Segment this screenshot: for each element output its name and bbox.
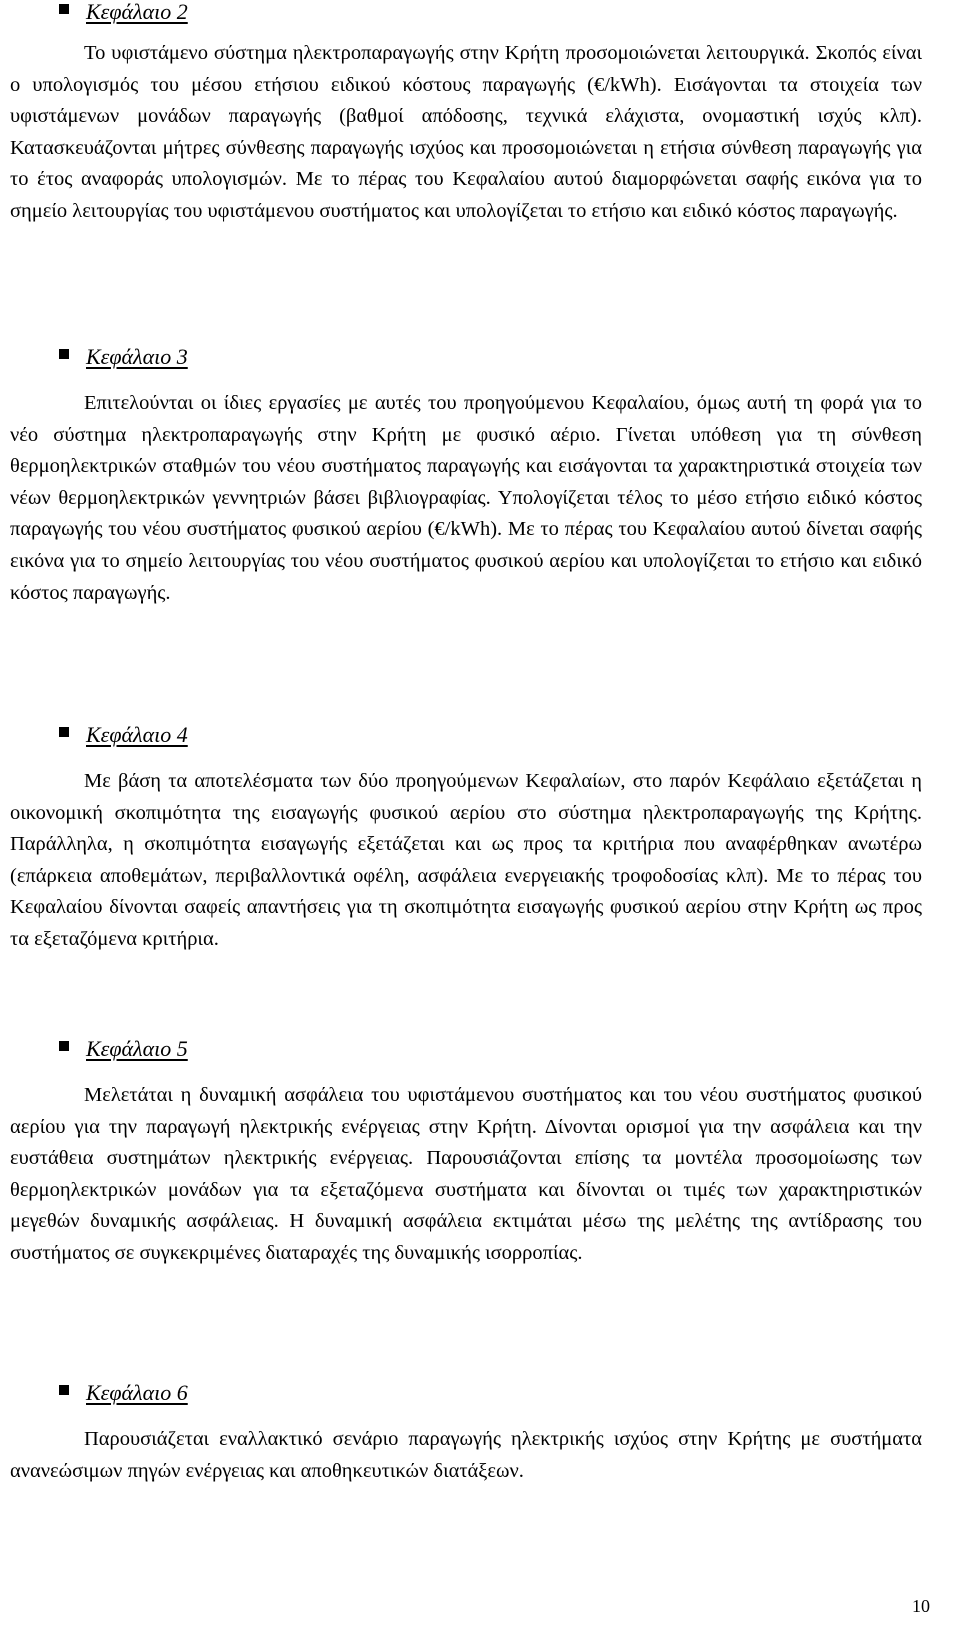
page-number: 10	[912, 1596, 930, 1616]
square-bullet-icon	[59, 4, 69, 14]
chapter-paragraph: Το υφιστάμενο σύστημα ηλεκτροπαραγωγής στην Κρήτη προσομοιώνεται λειτουργικά. Σκοπός είναι ο υπολογισμός του μέσου ετήσιου ειδικού κόστους παραγωγής (€/kWh). Εισάγονται τα στοιχεία των υφιστάμενων μονάδων παραγωγής (βαθμοί απόδοσης, τεχνικά ελάχιστα, ονομαστική ισχύς κλπ). Κατασκευάζονται μήτρες σύνθεσης παραγωγής ισχύος και προσομοιώνεται η ετήσια σύνθεση παραγωγής για το έτος αναφοράς υπολογισμών. Με το πέρας του Κεφαλαίου αυτού διαμορφώνεται σαφής εικόνα για το σημείο λειτουργίας του υφιστάμενου συστήματος και υπολογίζεται το ετήσιο και ειδικό κόστος παραγωγής.	[10, 42, 922, 222]
chapter-paragraph: Επιτελούνται οι ίδιες εργασίες με αυτές του προηγούμενου Κεφαλαίου, όμως αυτή τη φορά για το νέο σύστημα ηλεκτροπαραγωγής στην Κρήτη με φυσικό αέριο. Γίνεται υπόθεση για τη σύνθεση θερμοηλεκτρικών σταθμών του νέου συστήματος παραγωγής και εισάγονται τα χαρακτηριστικά στοιχεία των νέων θερμοηλεκτρικών γεννητριών βάσει βιβλιογραφίας. Υπολογίζεται τέλος το μέσο ετήσιο ειδικό κόστος παραγωγής του νέου συστήματος φυσικού αερίου (€/kWh). Με το πέρας του Κεφαλαίου αυτού δίνεται σαφής εικόνα για το σημείο λειτουργίας του νέου συστήματος φυσικού αερίου και υπολογίζεται το ετήσιο και ειδικό κόστος παραγωγής.	[10, 392, 922, 604]
square-bullet-icon	[59, 1385, 69, 1395]
square-bullet-icon	[59, 727, 69, 737]
section-chapter-2	[0, 0, 960, 224]
square-bullet-icon	[59, 1041, 69, 1051]
chapter-title: Κεφάλαιο 2	[86, 0, 188, 24]
section-chapter-4	[0, 718, 960, 956]
chapter-title: Κεφάλαιο 3	[86, 344, 188, 369]
chapter-title: Κεφάλαιο 4	[86, 722, 188, 747]
chapter-paragraph: Μελετάται η δυναμική ασφάλεια του υφιστάμενου συστήματος και του νέου συστήματος φυσικού αερίου για την παραγωγή ηλεκτρικής ενέργειας στην Κρήτη. Δίνονται ορισμοί για την ασφάλεια και την ευστάθεια συστημάτων ηλεκτρικής ενέργειας. Παρουσιάζονται επίσης τα μοντέλα προσομοίωσης των θερμοηλεκτρικών μονάδων για τα εξεταζόμενα συστήματα και δίνονται οι τιμές των χαρακτηριστικών μεγεθών δυναμικής ασφάλειας. Η δυναμική ασφάλεια εκτιμάται μέσω της μελέτης της αντίδρασης του συστήματος σε συγκεκριμένες διαταραχές της δυναμικής ισορροπίας.	[10, 1084, 922, 1264]
chapter-paragraph: Με βάση τα αποτελέσματα των δύο προηγούμενων Κεφαλαίων, στο παρόν Κεφάλαιο εξετάζεται η οικονομική σκοπιμότητα της εισαγωγής φυσικού αερίου στο σύστημα ηλεκτροπαραγωγής της Κρήτης. Παράλληλα, η σκοπιμότητα εισαγωγής εξετάζεται και ως προς τα κριτήρια που αναφέρθηκαν ανωτέρω (επάρκεια αποθεμάτων, περιβαλλοντικά οφέλη, ασφάλεια ενεργειακής τροφοδοσίας κλπ). Με το πέρας του Κεφαλαίου δίνονται σαφείς απαντήσεις για τη σκοπιμότητα εισαγωγής φυσικού αερίου στην Κρήτη ως προς τα εξεταζόμενα κριτήρια.	[10, 770, 922, 950]
chapter-title: Κεφάλαιο 5	[86, 1036, 188, 1061]
square-bullet-icon	[59, 349, 69, 359]
chapter-heading	[0, 1376, 960, 1410]
section-chapter-5	[0, 1032, 960, 1270]
section-chapter-3	[0, 340, 960, 609]
chapter-heading	[0, 0, 960, 29]
chapter-heading	[0, 1032, 960, 1066]
chapter-paragraph: Παρουσιάζεται εναλλακτικό σενάριο παραγωγής ηλεκτρικής ισχύος στην Κρήτης με συστήματα ανανεώσιμων πηγών ενέργειας και αποθηκευτικών διατάξεων.	[10, 1428, 922, 1482]
chapter-heading	[0, 340, 960, 374]
chapter-heading	[0, 718, 960, 752]
section-chapter-6	[0, 1376, 960, 1487]
chapter-title: Κεφάλαιο 6	[86, 1380, 188, 1405]
